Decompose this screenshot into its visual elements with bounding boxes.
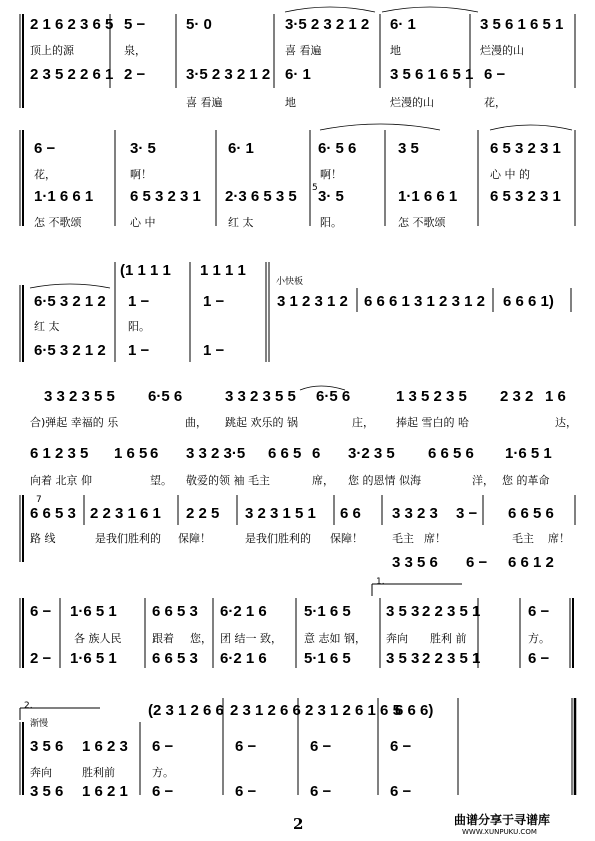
s3-l1-a: 红 太	[34, 320, 60, 333]
s1-v1-m1: 2 1 6 2 3 6 5	[30, 16, 114, 33]
s2-v2-m2: 6 5 3 2 3 1	[130, 188, 201, 205]
s4-l1-a: 合)弹起 幸福的 乐	[30, 416, 119, 429]
s5-l1-c: 敬爱的领 袖 毛主	[186, 474, 270, 487]
s5-v1-m9: 1·6 5 1	[505, 445, 552, 462]
s3-v1-m4: 3 1 2 3 1 2	[277, 293, 348, 310]
s1-l2-a: 喜 看遍	[186, 96, 223, 109]
s7-v1-m7: 2 2 3 5 1	[422, 603, 481, 620]
s3-v2-m1: 6·5 3 2 1 2	[34, 342, 106, 359]
s3-v1-m2: 1 −	[128, 293, 150, 310]
s4-l1-b: 曲，	[185, 416, 207, 429]
footer-url: WWW.XUNPUKU.COM	[462, 828, 537, 836]
s2-l2-c: 红 太	[228, 216, 254, 229]
s1-v1-m2: 5 −	[124, 16, 146, 33]
s7-v1-m1: 6 −	[30, 603, 52, 620]
s3-v1-m5: 6 6 6 1 3 1 2 3 1 2	[364, 293, 485, 310]
s2-v2-m3: 2·3 6 5 3 5	[225, 188, 297, 205]
s2-v2-m4: 3· 5	[318, 188, 344, 205]
s6-v1-m1: 6 6 5 3	[30, 505, 76, 522]
s3-l1-b: 阳。	[128, 320, 150, 333]
s6-l1-f: 毛主	[392, 532, 414, 545]
s2-v1-m4: 6· 5 6	[318, 140, 357, 157]
s1-v2-m4: 6· 1	[285, 66, 311, 83]
s8-l1-b: 胜利前	[82, 766, 115, 779]
s2-marker: 5	[312, 183, 318, 193]
s4-v1-m4: 6·5 6	[316, 388, 351, 405]
s2-v1-m3: 6· 1	[228, 140, 254, 157]
s8-paren-3: 2 3 1 2 6 1 6 5	[305, 702, 401, 719]
s5-l1-g: 您 的革命	[502, 474, 550, 487]
s5-v1-m6: 6	[312, 445, 321, 462]
s1-l1-d: 地	[390, 44, 401, 57]
s4-l1-f: 达，	[555, 416, 577, 429]
s2-l2-e: 怎 不歌颂	[398, 216, 446, 229]
s3-v1-m3: 1 −	[203, 293, 225, 310]
s8-v1-m3: 6 −	[152, 738, 174, 755]
s7-v1-m3: 6 6 5 3	[152, 603, 198, 620]
s6-volta: 1.	[376, 577, 385, 587]
s8-v1-m6: 6 −	[390, 738, 412, 755]
s5-l1-b: 望。	[150, 474, 172, 487]
s6-v1-m3: 2 2 5	[186, 505, 220, 522]
s5-v1-m2: 1 6 5	[114, 445, 148, 462]
s3-v2-m2: 1 −	[128, 342, 150, 359]
s7-v1-m2: 1·6 5 1	[70, 603, 117, 620]
s4-v1-m3: 3 3 2 3 5 5	[225, 388, 296, 405]
s8-v1-m5: 6 −	[310, 738, 332, 755]
s6-v1-m8: 6 6 5 6	[508, 505, 554, 522]
s6-v1-m7: 3 −	[456, 505, 478, 522]
s7-l1-a: 各 族人民	[74, 632, 122, 645]
s4-l1-c: 跳起 欢乐的 锅	[225, 416, 298, 429]
s7-v2-m3: 6 6 5 3	[152, 650, 198, 667]
s6-l1-g: 席！	[424, 532, 446, 545]
s1-v2-m5: 3 5 6 1 6 5 1	[390, 66, 474, 83]
s7-l1-h: 方。	[528, 632, 550, 645]
s6-v2-m1: 3 3 5 6	[392, 554, 438, 571]
s7-v2-m5: 5·1 6 5	[304, 650, 351, 667]
s7-l1-f: 奔向	[386, 632, 408, 645]
s5-l1-f: 洋，	[472, 474, 494, 487]
s1-v2-m1: 2 3 5 2 2 6 1	[30, 66, 114, 83]
s4-v1-m6: 2 3 2	[500, 388, 534, 405]
s6-v1-m5: 6 6	[340, 505, 361, 522]
s8-v2-m1: 3 5 6	[30, 783, 64, 800]
page-number: 2	[293, 815, 304, 833]
s7-v2-m4: 6·2 1 6	[220, 650, 267, 667]
s3-v1-m1: 6·5 3 2 1 2	[34, 293, 106, 310]
s7-v1-m6: 3 5 3	[386, 603, 420, 620]
s8-tempo: 渐慢	[30, 719, 49, 729]
s3-v1-m6: 6 6 6 1)	[503, 293, 554, 310]
s7-l1-d: 团 结一 致，	[220, 632, 282, 645]
s7-l1-g: 胜利 前	[430, 632, 467, 645]
s6-v2-m2: 6 −	[466, 554, 488, 571]
s6-l1-b: 是我们胜利的	[95, 532, 161, 545]
s3-paren-1: (1 1 1 1	[120, 262, 171, 279]
s8-paren-4: 6 6 6)	[395, 702, 434, 719]
s2-l1-d: 心 中 的	[490, 168, 530, 181]
s6-l1-e: 保障！	[330, 532, 363, 545]
s3-paren-2: 1 1 1 1	[200, 262, 246, 279]
s1-l1-a: 顶上的源	[30, 44, 74, 57]
s1-v2-m3: 3·5 2 3 2 1 2	[186, 66, 271, 83]
s5-v1-m8: 6 6 5 6	[428, 445, 474, 462]
s8-paren-1: (2 3 1 2 6 6	[148, 702, 224, 719]
s2-v1-m1: 6 −	[34, 140, 56, 157]
s7-l1-b: 跟着	[152, 632, 174, 645]
s8-volta: 2.	[24, 701, 33, 711]
s6-v1-m6: 3 3 2 3	[392, 505, 438, 522]
s4-l1-d: 庄，	[352, 416, 374, 429]
s1-v2-m6: 6 −	[484, 66, 506, 83]
s4-v1-m7: 1 6	[545, 388, 566, 405]
s8-v2-m6: 6 −	[390, 783, 412, 800]
s4-v1-m2: 6·5 6	[148, 388, 183, 405]
s2-v1-m5: 3 5	[398, 140, 419, 157]
s1-v2-m2: 2 −	[124, 66, 146, 83]
s8-v1-m2: 1 6 2 3	[82, 738, 128, 755]
s8-v2-m3: 6 −	[152, 783, 174, 800]
s4-l1-e: 捧起 雪白的 哈	[396, 416, 469, 429]
s5-v1-m4: 3 3 2 3·5	[186, 445, 246, 462]
s3-tempo: 小快板	[276, 277, 304, 287]
s5-l1-d: 席，	[312, 474, 334, 487]
s2-l1-c: 啊！	[320, 168, 342, 181]
s5-l1-e: 您 的恩情 似海	[348, 474, 421, 487]
s6-v1-m4: 3 2 3 1 5 1	[245, 505, 316, 522]
s6-v1-m2: 2 2 3 1 6 1	[90, 505, 161, 522]
s8-paren-2: 2 3 1 2 6 6	[230, 702, 301, 719]
s1-l2-c: 烂漫的山	[390, 96, 434, 109]
s7-v1-m4: 6·2 1 6	[220, 603, 267, 620]
s2-v1-m2: 3· 5	[130, 140, 156, 157]
s8-l1-a: 奔向	[30, 766, 52, 779]
s1-l2-d: 花，	[484, 96, 506, 109]
s6-l1-h: 毛主	[512, 532, 534, 545]
s7-v2-m1: 2 −	[30, 650, 52, 667]
s2-v2-m5: 1·1 6 6 1	[398, 188, 458, 205]
s8-v2-m2: 1 6 2 1	[82, 783, 128, 800]
s6-marker: 7	[36, 495, 42, 505]
s1-l2-b: 地	[285, 96, 296, 109]
s2-v2-m1: 1·1 6 6 1	[34, 188, 94, 205]
s2-l1-b: 啊！	[130, 168, 152, 181]
s6-l1-a: 路 线	[30, 532, 56, 545]
s1-l1-e: 烂漫的山	[480, 44, 524, 57]
s1-v1-m4: 3·5 2 3 2 1 2	[285, 16, 370, 33]
s8-v1-m1: 3 5 6	[30, 738, 64, 755]
s2-l2-a: 怎 不歌颂	[34, 216, 82, 229]
s7-l1-e: 意 志如 钢，	[304, 632, 366, 645]
s7-v2-m7: 2 2 3 5 1	[422, 650, 481, 667]
s2-v2-m6: 6 5 3 2 3 1	[490, 188, 561, 205]
s8-v1-m4: 6 −	[235, 738, 257, 755]
s7-l1-c: 您，	[190, 632, 212, 645]
s8-v2-m4: 6 −	[235, 783, 257, 800]
s7-v1-m5: 5·1 6 5	[304, 603, 351, 620]
s1-v1-m6: 3 5 6 1 6 5 1	[480, 16, 564, 33]
s3-v2-m3: 1 −	[203, 342, 225, 359]
s2-l2-b: 心 中	[130, 216, 156, 229]
s2-l2-d: 阳。	[320, 216, 342, 229]
s5-l1-a: 向着 北京 仰	[30, 474, 92, 487]
s5-v1-m1: 6 1 2 3 5	[30, 445, 89, 462]
s5-v1-m3: 6	[150, 445, 159, 462]
s7-v2-m6: 3 5 3	[386, 650, 420, 667]
s7-v2-m2: 1·6 5 1	[70, 650, 117, 667]
s6-l1-c: 保障！	[178, 532, 211, 545]
s6-v2-m3: 6 6 1 2	[508, 554, 554, 571]
footer-text: 曲谱分享于寻谱库	[454, 813, 551, 827]
s6-l1-i: 席！	[548, 532, 570, 545]
s1-v1-m3: 5· 0	[186, 16, 212, 33]
s7-v1-m8: 6 −	[528, 603, 550, 620]
s4-v1-m5: 1 3 5 2 3 5	[396, 388, 467, 405]
s1-l1-c: 喜 看遍	[285, 44, 322, 57]
s1-v1-m5: 6· 1	[390, 16, 416, 33]
s5-v1-m7: 3·2 3 5	[348, 445, 395, 462]
s2-v1-m6: 6 5 3 2 3 1	[490, 140, 561, 157]
s4-v1-m1: 3 3 2 3 5 5	[44, 388, 115, 405]
s8-l1-c: 方。	[152, 766, 174, 779]
s6-l1-d: 是我们胜利的	[245, 532, 311, 545]
s1-l1-b: 泉，	[124, 44, 146, 57]
s5-v1-m5: 6 6 5	[268, 445, 302, 462]
s2-l1-a: 花，	[34, 168, 56, 181]
s7-v2-m8: 6 −	[528, 650, 550, 667]
s8-v2-m5: 6 −	[310, 783, 332, 800]
